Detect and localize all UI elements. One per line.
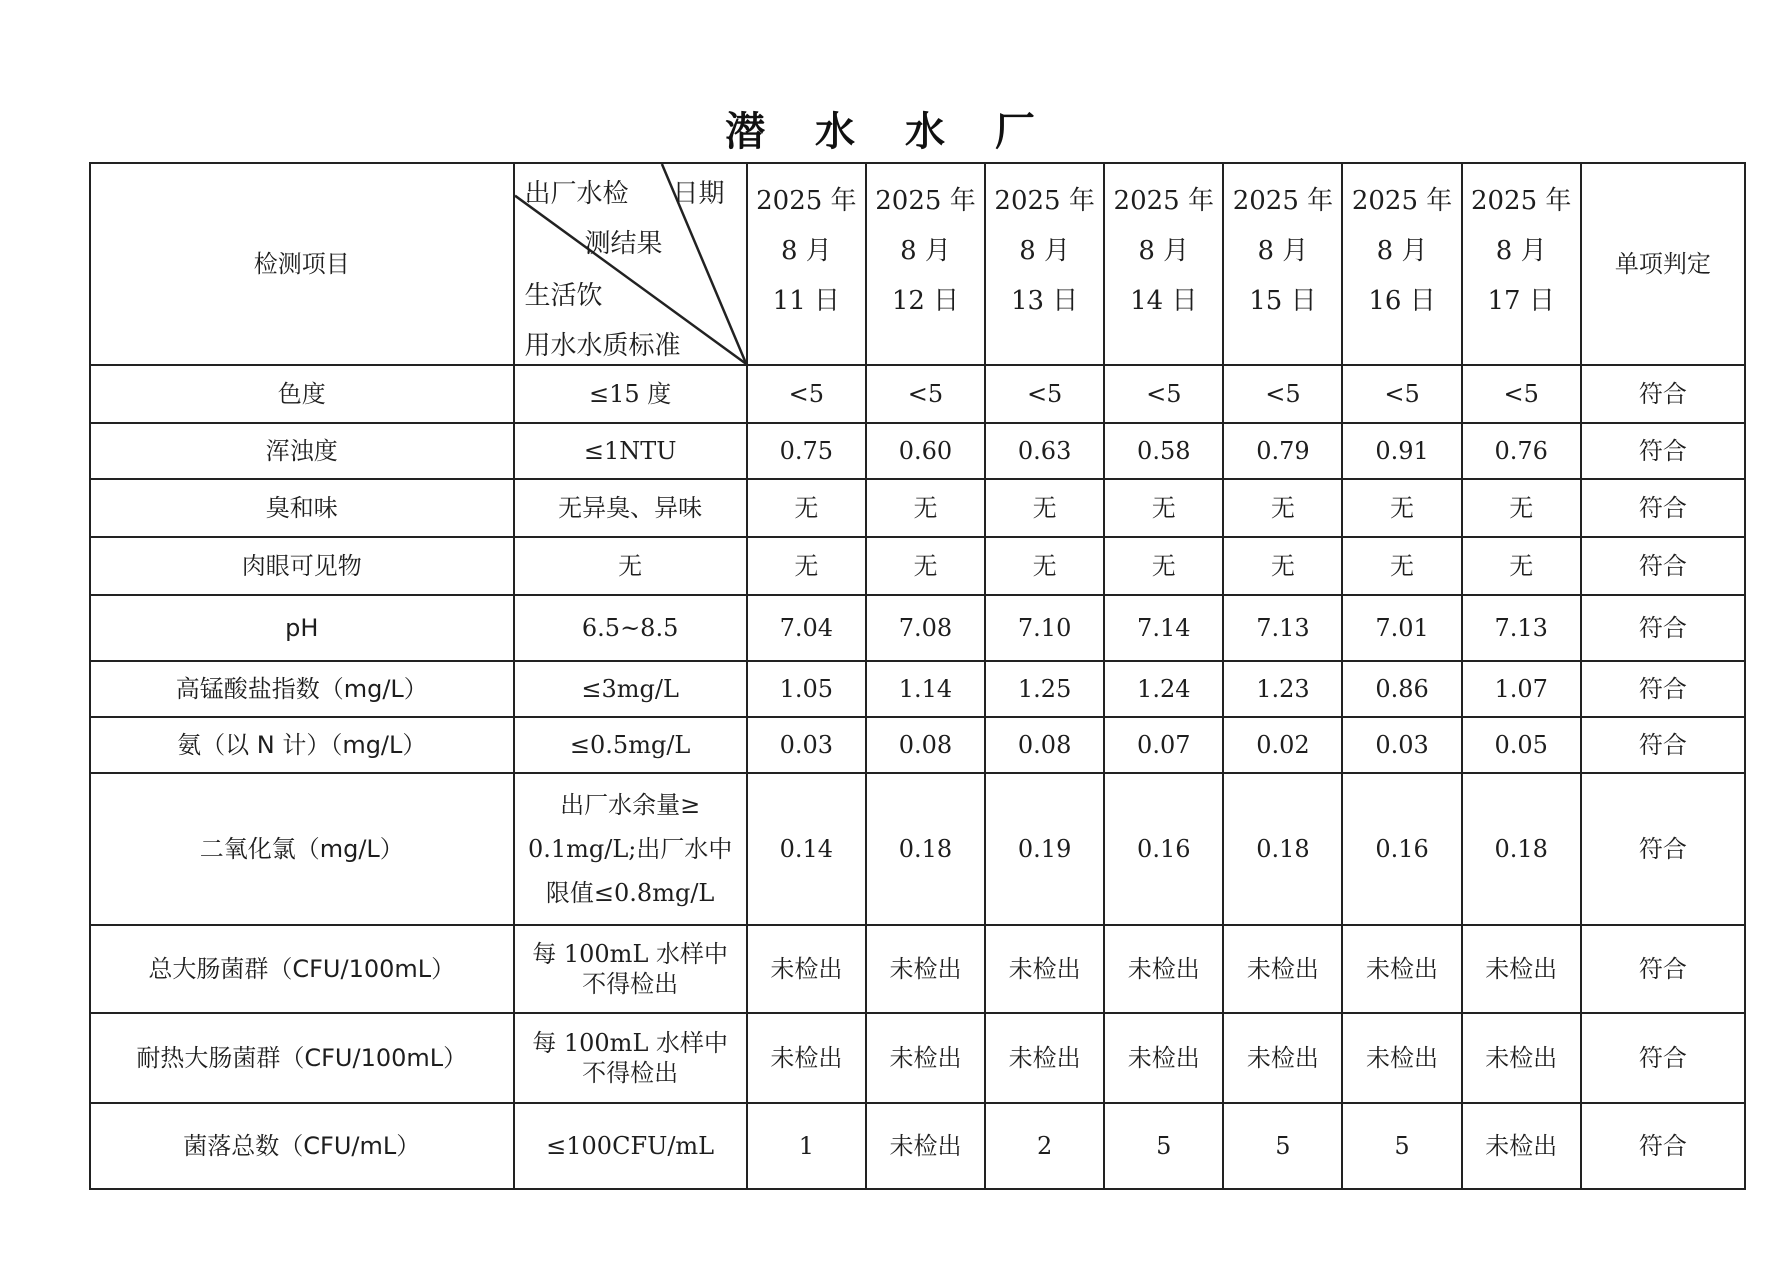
result-value: 0.03 bbox=[1342, 717, 1461, 773]
standard-line: 不得检出 bbox=[582, 1059, 679, 1087]
date-day: 12 日 bbox=[891, 286, 960, 316]
standard-value bbox=[514, 925, 747, 1013]
result-value: 0.19 bbox=[985, 773, 1104, 925]
date-day: 11 日 bbox=[772, 286, 841, 316]
diag-label-top-left: 出厂水检 bbox=[524, 179, 629, 209]
result-value: 7.10 bbox=[985, 595, 1104, 661]
judgement: 符合 bbox=[1581, 773, 1745, 925]
date-year: 2025 年 bbox=[1351, 186, 1453, 216]
table-row bbox=[90, 423, 1745, 479]
result-value: <5 bbox=[866, 365, 985, 423]
result-value: 1.05 bbox=[747, 661, 866, 717]
result-value: 0.60 bbox=[866, 423, 985, 479]
test-item: 色度 bbox=[90, 365, 514, 423]
standard-value: 无 bbox=[514, 537, 747, 595]
date-header bbox=[985, 163, 1104, 365]
judgement: 符合 bbox=[1581, 925, 1745, 1013]
date-day: 13 日 bbox=[1010, 286, 1079, 316]
header-judgement-label: 单项判定 bbox=[1581, 163, 1745, 365]
test-item: 耐热大肠菌群（CFU/100mL） bbox=[90, 1013, 514, 1103]
date-header bbox=[1104, 163, 1223, 365]
result-value: 0.05 bbox=[1462, 717, 1581, 773]
table-row bbox=[90, 1013, 1745, 1103]
judgement: 符合 bbox=[1581, 717, 1745, 773]
result-value: 无 bbox=[1223, 479, 1342, 537]
date-header bbox=[866, 163, 985, 365]
result-value: 1 bbox=[747, 1103, 866, 1189]
standard-value bbox=[514, 773, 747, 925]
test-item: pH bbox=[90, 595, 514, 661]
diag-label-bottom-2: 用水水质标准 bbox=[524, 331, 681, 361]
result-value: 0.63 bbox=[985, 423, 1104, 479]
result-value: <5 bbox=[1462, 365, 1581, 423]
result-value: 无 bbox=[1342, 537, 1461, 595]
result-value: 7.08 bbox=[866, 595, 985, 661]
date-year: 2025 年 bbox=[1470, 186, 1572, 216]
date-month: 8 月 bbox=[1495, 236, 1547, 266]
result-value: 无 bbox=[747, 537, 866, 595]
result-value: 0.16 bbox=[1104, 773, 1223, 925]
standard-line: 出厂水余量≥ bbox=[560, 791, 701, 819]
result-value: 0.18 bbox=[866, 773, 985, 925]
result-value: 1.24 bbox=[1104, 661, 1223, 717]
date-year: 2025 年 bbox=[756, 186, 857, 216]
result-value: 未检出 bbox=[747, 925, 866, 1013]
water-quality-table bbox=[89, 162, 1746, 1190]
result-value: 0.91 bbox=[1342, 423, 1461, 479]
result-value: 0.58 bbox=[1104, 423, 1223, 479]
diag-label-middle: 测结果 bbox=[584, 229, 663, 259]
result-value: 0.16 bbox=[1342, 773, 1461, 925]
test-item: 高锰酸盐指数（mg/L） bbox=[90, 661, 514, 717]
table-row bbox=[90, 717, 1745, 773]
judgement: 符合 bbox=[1581, 479, 1745, 537]
date-month: 8 月 bbox=[900, 236, 951, 266]
judgement: 符合 bbox=[1581, 1103, 1745, 1189]
result-value: 无 bbox=[1462, 479, 1581, 537]
standard-value bbox=[514, 1013, 747, 1103]
result-value: 无 bbox=[1104, 479, 1223, 537]
table-row bbox=[90, 925, 1745, 1013]
result-value: 未检出 bbox=[1342, 1013, 1461, 1103]
date-header bbox=[1342, 163, 1461, 365]
result-value: 未检出 bbox=[985, 1013, 1104, 1103]
result-value: 未检出 bbox=[866, 925, 985, 1013]
result-value: 5 bbox=[1342, 1103, 1461, 1189]
table-row bbox=[90, 365, 1745, 423]
result-value: 无 bbox=[1104, 537, 1223, 595]
result-value: 未检出 bbox=[747, 1013, 866, 1103]
judgement: 符合 bbox=[1581, 537, 1745, 595]
date-month: 8 月 bbox=[1138, 236, 1190, 266]
standard-value: ≤1NTU bbox=[514, 423, 747, 479]
test-item: 菌落总数（CFU/mL） bbox=[90, 1103, 514, 1189]
result-value: 未检出 bbox=[866, 1103, 985, 1189]
result-value: <5 bbox=[747, 365, 866, 423]
standard-line: 每 100mL 水样中 bbox=[532, 1029, 729, 1057]
table-row bbox=[90, 1103, 1745, 1189]
result-value: 未检出 bbox=[985, 925, 1104, 1013]
result-value: 未检出 bbox=[866, 1013, 985, 1103]
judgement: 符合 bbox=[1581, 423, 1745, 479]
result-value: 未检出 bbox=[1342, 925, 1461, 1013]
standard-line: 限值≤0.8mg/L bbox=[545, 879, 715, 907]
result-value: 0.02 bbox=[1223, 717, 1342, 773]
table-row bbox=[90, 595, 1745, 661]
result-value: 0.79 bbox=[1223, 423, 1342, 479]
result-value: 0.75 bbox=[747, 423, 866, 479]
result-value: 0.18 bbox=[1462, 773, 1581, 925]
result-value: 无 bbox=[1342, 479, 1461, 537]
result-value: 5 bbox=[1223, 1103, 1342, 1189]
result-value: 1.23 bbox=[1223, 661, 1342, 717]
page-title: 潜 水 水 厂 bbox=[725, 109, 1053, 155]
date-year: 2025 年 bbox=[1232, 186, 1334, 216]
result-value: 无 bbox=[866, 537, 985, 595]
header-row bbox=[90, 163, 1745, 365]
diag-label-bottom-1: 生活饮 bbox=[524, 281, 603, 311]
result-value: 未检出 bbox=[1223, 1013, 1342, 1103]
standard-value: ≤100CFU/mL bbox=[514, 1103, 747, 1189]
judgement: 符合 bbox=[1581, 595, 1745, 661]
table-row bbox=[90, 537, 1745, 595]
test-item: 肉眼可见物 bbox=[90, 537, 514, 595]
result-value: 7.04 bbox=[747, 595, 866, 661]
date-day: 17 日 bbox=[1487, 286, 1555, 316]
date-header bbox=[747, 163, 866, 365]
date-month: 8 月 bbox=[780, 236, 832, 266]
standard-line: 0.1mg/L;出厂水中 bbox=[527, 835, 733, 863]
header-item-label: 检测项目 bbox=[90, 163, 514, 365]
date-header bbox=[1223, 163, 1342, 365]
result-value: 0.08 bbox=[985, 717, 1104, 773]
judgement: 符合 bbox=[1581, 365, 1745, 423]
result-value: 0.14 bbox=[747, 773, 866, 925]
standard-line: 不得检出 bbox=[582, 970, 679, 998]
result-value: 2 bbox=[985, 1103, 1104, 1189]
table-row bbox=[90, 773, 1745, 925]
result-value: 未检出 bbox=[1462, 1103, 1581, 1189]
standard-value: ≤0.5mg/L bbox=[514, 717, 747, 773]
result-value: <5 bbox=[1104, 365, 1223, 423]
result-value: 0.76 bbox=[1462, 423, 1581, 479]
result-value: 未检出 bbox=[1104, 925, 1223, 1013]
standard-value: ≤3mg/L bbox=[514, 661, 747, 717]
result-value: 未检出 bbox=[1462, 925, 1581, 1013]
result-value: 1.14 bbox=[866, 661, 985, 717]
result-value: 7.13 bbox=[1223, 595, 1342, 661]
table-row bbox=[90, 661, 1745, 717]
result-value: 无 bbox=[747, 479, 866, 537]
result-value: 无 bbox=[985, 537, 1104, 595]
date-month: 8 月 bbox=[1376, 236, 1428, 266]
test-item: 氨（以 N 计）（mg/L） bbox=[90, 717, 514, 773]
standard-value: ≤15 度 bbox=[514, 365, 747, 423]
judgement: 符合 bbox=[1581, 661, 1745, 717]
result-value: 0.86 bbox=[1342, 661, 1461, 717]
result-value: 7.01 bbox=[1342, 595, 1461, 661]
standard-value: 6.5~8.5 bbox=[514, 595, 747, 661]
date-header bbox=[1462, 163, 1581, 365]
result-value: 未检出 bbox=[1223, 925, 1342, 1013]
result-value: 0.03 bbox=[747, 717, 866, 773]
result-value: 7.14 bbox=[1104, 595, 1223, 661]
result-value: <5 bbox=[985, 365, 1104, 423]
date-year: 2025 年 bbox=[875, 186, 976, 216]
date-day: 15 日 bbox=[1249, 286, 1317, 316]
result-value: 1.25 bbox=[985, 661, 1104, 717]
judgement: 符合 bbox=[1581, 1013, 1745, 1103]
table-row bbox=[90, 479, 1745, 537]
result-value: <5 bbox=[1223, 365, 1342, 423]
result-value: 无 bbox=[1462, 537, 1581, 595]
result-value: 0.07 bbox=[1104, 717, 1223, 773]
date-year: 2025 年 bbox=[1113, 186, 1214, 216]
result-value: 无 bbox=[985, 479, 1104, 537]
diag-label-top-right: 日期 bbox=[672, 179, 725, 209]
result-value: 未检出 bbox=[1462, 1013, 1581, 1103]
test-item: 臭和味 bbox=[90, 479, 514, 537]
date-year: 2025 年 bbox=[994, 186, 1095, 216]
test-item: 浑浊度 bbox=[90, 423, 514, 479]
date-day: 16 日 bbox=[1368, 286, 1436, 316]
result-value: 0.08 bbox=[866, 717, 985, 773]
date-day: 14 日 bbox=[1130, 286, 1198, 316]
result-value: 0.18 bbox=[1223, 773, 1342, 925]
result-value: 未检出 bbox=[1104, 1013, 1223, 1103]
result-value: 无 bbox=[1223, 537, 1342, 595]
result-value: 5 bbox=[1104, 1103, 1223, 1189]
standard-value: 无异臭、异味 bbox=[514, 479, 747, 537]
test-item: 二氧化氯（mg/L） bbox=[90, 773, 514, 925]
header-diagonal-cell bbox=[514, 163, 747, 365]
test-item: 总大肠菌群（CFU/100mL） bbox=[90, 925, 514, 1013]
result-value: 7.13 bbox=[1462, 595, 1581, 661]
result-value: 1.07 bbox=[1462, 661, 1581, 717]
date-month: 8 月 bbox=[1019, 236, 1071, 266]
result-value: <5 bbox=[1342, 365, 1461, 423]
result-value: 无 bbox=[866, 479, 985, 537]
date-month: 8 月 bbox=[1257, 236, 1309, 266]
standard-line: 每 100mL 水样中 bbox=[532, 940, 729, 968]
